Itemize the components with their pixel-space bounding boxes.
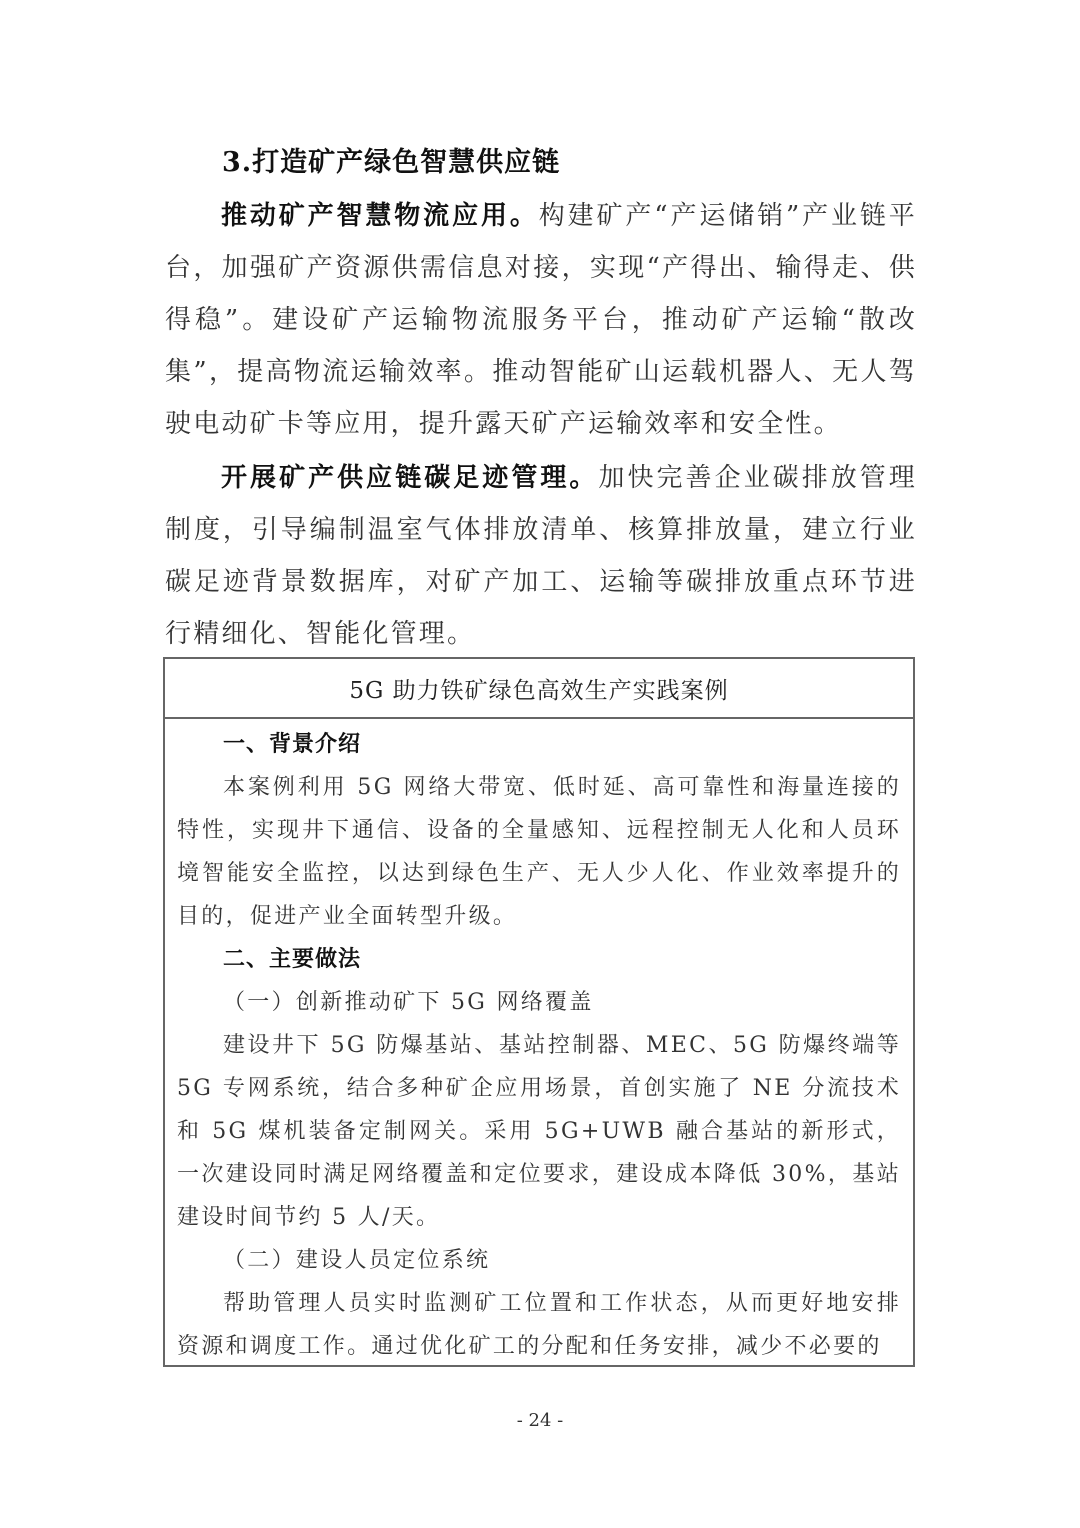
case-section-heading-methods: 二、主要做法 — [223, 946, 362, 972]
paragraph-lead: 开展矿产供应链碳足迹管理。 — [221, 463, 599, 493]
paragraph-carbon-footprint — [165, 452, 917, 660]
page-number: - 24 - — [516, 1410, 564, 1431]
section-heading: 3.打造矿产绿色智慧供应链 — [222, 147, 561, 178]
paragraph-text: 构建矿产“产运储销”产业链平台，加强矿产资源供需信息对接，实现“产得出、输得走、供得稳”。建设矿产运输物流服务平台，推动矿产运输“散改集”，提高物流运输效率。推动智能矿山运载机器人、无人驾驶电动矿卡等应用，提升露天矿产运输效率和安全性。 — [165, 201, 918, 439]
case-subsection-heading-5g-coverage: （一）创新推动矿下 5G 网络覆盖 — [223, 990, 594, 1015]
case-section-heading-background: 一、背景介绍 — [223, 731, 362, 757]
case-study-body — [165, 719, 913, 1368]
case-study-title: 5G 助力铁矿绿色高效生产实践案例 — [165, 659, 913, 719]
case-study-box — [163, 657, 915, 1367]
paragraph-smart-logistics — [165, 190, 917, 450]
paragraph-text: 加快完善企业碳排放管理制度，引导编制温室气体排放清单、核算排放量，建立行业碳足迹背景数据库，对矿产加工、运输等碳排放重点环节进行精细化、智能化管理。 — [165, 463, 917, 649]
case-subsection-heading-positioning: （二）建设人员定位系统 — [223, 1248, 491, 1273]
case-paragraph-background: 本案例利用 5G 网络大带宽、低时延、高可靠性和海量连接的特性，实现井下通信、设备的全量感知、远程控制无人化和人员环境智能安全监控，以达到绿色生产、无人少人化、作业效率提升的目的，促进产业全面转型升级。 — [177, 775, 901, 929]
case-paragraph-positioning: 帮助管理人员实时监测矿工位置和工作状态，从而更好地安排资源和调度工作。通过优化矿工的分配和任务安排，减少不必要的 — [177, 1291, 901, 1359]
paragraph-lead: 推动矿产智慧物流应用。 — [221, 201, 539, 231]
case-paragraph-5g-coverage: 建设井下 5G 防爆基站、基站控制器、MEC、5G 防爆终端等 5G 专网系统，结合多种矿企应用场景，首创实施了 NE 分流技术和 5G 煤机装备定制网关。采用 5G+UWB 融合基站的新形式，一次建设同时满足网络覆盖和定位要求，建设成本降低 30%，基站建设时间节约 5 人/天。 — [177, 1033, 901, 1230]
